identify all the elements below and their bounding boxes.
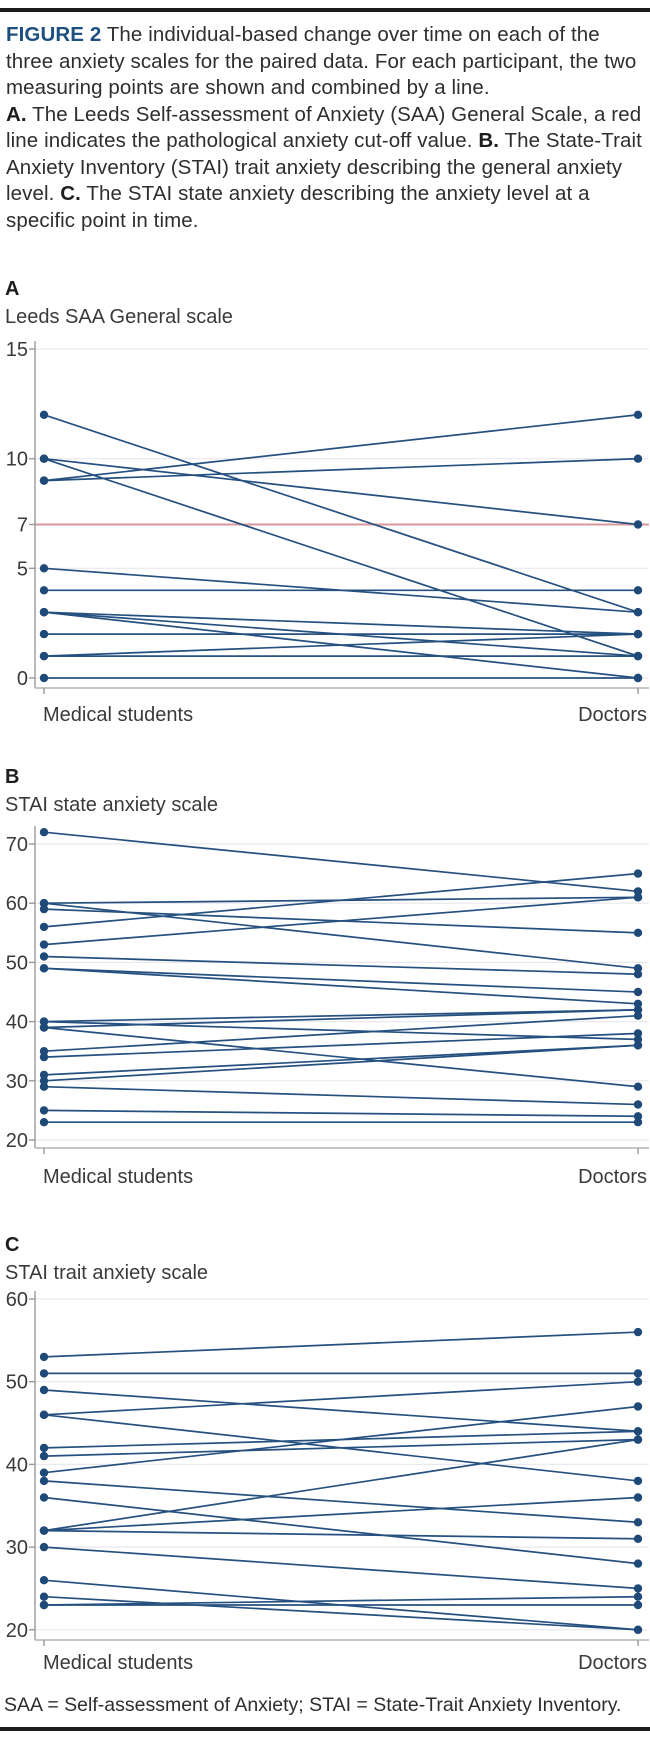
y-tick-label-60: 60 bbox=[5, 893, 28, 916]
participant-line-18 bbox=[44, 1087, 638, 1105]
participant-line-9 bbox=[44, 968, 638, 1004]
participant-line-1 bbox=[44, 832, 638, 891]
data-point-left-16 bbox=[40, 1593, 48, 1601]
data-point-left-1 bbox=[40, 1353, 48, 1361]
data-point-left-18 bbox=[40, 1083, 48, 1091]
panel-a-plot bbox=[0, 338, 650, 694]
participant-line-17 bbox=[44, 1045, 638, 1081]
figure-number-label: FIGURE 2 bbox=[6, 23, 102, 46]
data-point-right-7 bbox=[634, 970, 642, 978]
data-point-left-6 bbox=[40, 940, 48, 948]
data-point-left-6 bbox=[40, 1444, 48, 1452]
y-tick-label-7: 7 bbox=[16, 514, 28, 537]
y-tick-label-60: 60 bbox=[5, 1289, 28, 1311]
data-point-left-7 bbox=[40, 586, 48, 594]
y-tick-label-20: 20 bbox=[5, 1619, 28, 1642]
participant-line-3 bbox=[44, 459, 638, 656]
data-point-right-14 bbox=[634, 674, 642, 682]
caption-b-marker: B. bbox=[478, 129, 500, 152]
data-point-right-7 bbox=[634, 586, 642, 594]
data-point-right-17 bbox=[634, 1593, 642, 1601]
y-tick-label-40: 40 bbox=[5, 1454, 28, 1477]
data-point-right-4 bbox=[634, 1378, 642, 1386]
participant-line-5 bbox=[44, 874, 638, 927]
data-point-right-18 bbox=[634, 1100, 642, 1108]
data-point-left-20 bbox=[40, 1118, 48, 1126]
panel-a-xlabel-medical-students: Medical students bbox=[43, 704, 194, 726]
participant-line-10 bbox=[44, 1010, 638, 1022]
data-point-left-14 bbox=[40, 1543, 48, 1551]
participant-line-4 bbox=[44, 415, 638, 481]
data-point-left-8 bbox=[40, 1469, 48, 1477]
data-point-left-19 bbox=[40, 1106, 48, 1114]
data-point-right-13 bbox=[634, 652, 642, 660]
data-point-left-9 bbox=[40, 1477, 48, 1485]
data-point-right-1 bbox=[634, 1328, 642, 1336]
data-point-left-11 bbox=[40, 630, 48, 638]
participant-line-12 bbox=[44, 1498, 638, 1531]
top-rule bbox=[0, 8, 650, 12]
data-point-right-13 bbox=[634, 1535, 642, 1543]
caption-c-marker: C. bbox=[60, 182, 81, 205]
data-point-left-13 bbox=[40, 1023, 48, 1031]
data-point-right-16 bbox=[634, 1626, 642, 1634]
y-tick-label-30: 30 bbox=[5, 1070, 28, 1093]
data-point-right-14 bbox=[634, 1584, 642, 1592]
data-point-right-2 bbox=[634, 520, 642, 528]
data-point-right-18 bbox=[634, 1601, 642, 1609]
data-point-left-18 bbox=[40, 1601, 48, 1609]
panel-b-xlabel-doctors: Doctors bbox=[578, 1166, 647, 1188]
data-point-left-1 bbox=[40, 828, 48, 836]
data-point-right-10 bbox=[634, 1559, 642, 1567]
data-point-left-3 bbox=[40, 1386, 48, 1394]
data-point-left-4 bbox=[40, 905, 48, 913]
panel-b-title: STAI state anxiety scale bbox=[5, 794, 219, 816]
data-point-right-2 bbox=[634, 1369, 642, 1377]
data-point-right-12 bbox=[634, 1493, 642, 1501]
data-point-right-6 bbox=[634, 608, 642, 616]
data-point-right-8 bbox=[634, 1402, 642, 1410]
y-tick-label-20: 20 bbox=[5, 1130, 28, 1152]
caption-a-marker: A. bbox=[6, 102, 27, 126]
figure-caption bbox=[6, 22, 645, 234]
panel-a-letter: A bbox=[5, 278, 20, 300]
data-point-right-11 bbox=[634, 1435, 642, 1443]
participant-line-13 bbox=[44, 1531, 638, 1539]
data-point-left-5 bbox=[40, 923, 48, 931]
panel-c-xlabels bbox=[0, 1652, 650, 1676]
y-tick-label-15: 15 bbox=[5, 339, 28, 361]
bottom-rule bbox=[0, 1727, 650, 1731]
panel-b-plot bbox=[0, 823, 650, 1154]
data-point-left-1 bbox=[40, 411, 48, 419]
panel-c-xlabel-medical-students: Medical students bbox=[43, 1652, 194, 1674]
data-point-right-12 bbox=[634, 630, 642, 638]
y-tick-label-10: 10 bbox=[5, 448, 28, 471]
panel-b-xlabels bbox=[0, 1166, 650, 1190]
data-point-left-15 bbox=[40, 1576, 48, 1584]
data-point-right-9 bbox=[634, 1518, 642, 1526]
y-tick-label-0: 0 bbox=[16, 668, 28, 690]
y-tick-label-50: 50 bbox=[5, 1371, 28, 1394]
data-point-right-14 bbox=[634, 1012, 642, 1020]
caption-b-text: The State-Trait Anxiety Inventory (STAI) trait anxiety describing the general anxiety level. bbox=[6, 129, 642, 205]
data-point-left-7 bbox=[40, 1452, 48, 1460]
data-point-left-10 bbox=[40, 1493, 48, 1501]
data-point-left-14 bbox=[40, 674, 48, 682]
data-point-left-15 bbox=[40, 1053, 48, 1061]
participant-line-12 bbox=[44, 634, 638, 656]
data-point-right-5 bbox=[634, 1477, 642, 1485]
y-tick-label-50: 50 bbox=[5, 952, 28, 975]
data-point-left-10 bbox=[40, 608, 48, 616]
y-tick-label-5: 5 bbox=[16, 558, 28, 581]
data-point-right-13 bbox=[634, 1083, 642, 1091]
panel-b-letter: B bbox=[5, 766, 20, 788]
participant-line-1 bbox=[44, 415, 638, 612]
data-point-left-9 bbox=[40, 964, 48, 972]
participant-line-1 bbox=[44, 1332, 638, 1357]
panel-c-xlabel-doctors: Doctors bbox=[578, 1652, 647, 1674]
data-point-left-5 bbox=[40, 1411, 48, 1419]
caption-a-text: The Leeds Self-assessment of Anxiety (SAA) General Scale, a red line indicates the pathological anxiety cut-off value. bbox=[6, 102, 642, 152]
panel-b-xlabel-medical-students: Medical students bbox=[43, 1166, 194, 1188]
participant-line-8 bbox=[44, 1407, 638, 1473]
participant-line-19 bbox=[44, 1110, 638, 1116]
panel-c-plot bbox=[0, 1288, 650, 1646]
participant-line-6 bbox=[44, 897, 638, 944]
data-point-right-20 bbox=[634, 1118, 642, 1126]
data-point-left-6 bbox=[40, 564, 48, 572]
participant-line-2 bbox=[44, 459, 638, 525]
data-point-right-4 bbox=[634, 929, 642, 937]
y-tick-label-40: 40 bbox=[5, 1011, 28, 1034]
data-point-right-17 bbox=[634, 1041, 642, 1049]
panel-a-title: Leeds SAA General scale bbox=[5, 306, 233, 328]
panel-a-xlabel-doctors: Doctors bbox=[578, 704, 647, 726]
y-tick-label-70: 70 bbox=[5, 834, 28, 856]
data-point-right-15 bbox=[634, 1029, 642, 1037]
participant-line-9 bbox=[44, 1481, 638, 1522]
panel-a-xlabels bbox=[0, 704, 650, 728]
data-point-right-4 bbox=[634, 411, 642, 419]
panel-c-letter: C bbox=[5, 1234, 20, 1256]
data-point-right-6 bbox=[634, 893, 642, 901]
panel-c-title: STAI trait anxiety scale bbox=[5, 1262, 209, 1284]
abbreviation-footnote: SAA = Self-assessment of Anxiety; STAI = State-Trait Anxiety Inventory. bbox=[4, 1694, 622, 1716]
participant-line-16 bbox=[44, 1045, 638, 1075]
caption-c-text: The STAI state anxiety describing the anxiety level at a specific point in time. bbox=[6, 182, 590, 232]
participant-line-12 bbox=[44, 1010, 638, 1028]
participant-line-8 bbox=[44, 612, 638, 634]
data-point-left-13 bbox=[40, 1526, 48, 1534]
data-point-right-5 bbox=[634, 869, 642, 877]
data-point-left-13 bbox=[40, 652, 48, 660]
y-tick-label-30: 30 bbox=[5, 1537, 28, 1560]
data-point-left-5 bbox=[40, 476, 48, 484]
participant-line-5 bbox=[44, 459, 638, 481]
caption-intro: The individual-based change over time on each of the three anxiety scales for the paired data. For each participant, the two measuring points are shown and combined by a line. bbox=[6, 23, 637, 99]
data-point-right-8 bbox=[634, 988, 642, 996]
data-point-right-6 bbox=[634, 1427, 642, 1435]
data-point-left-7 bbox=[40, 952, 48, 960]
data-point-left-2 bbox=[40, 1369, 48, 1377]
data-point-right-5 bbox=[634, 455, 642, 463]
data-point-left-3 bbox=[40, 455, 48, 463]
